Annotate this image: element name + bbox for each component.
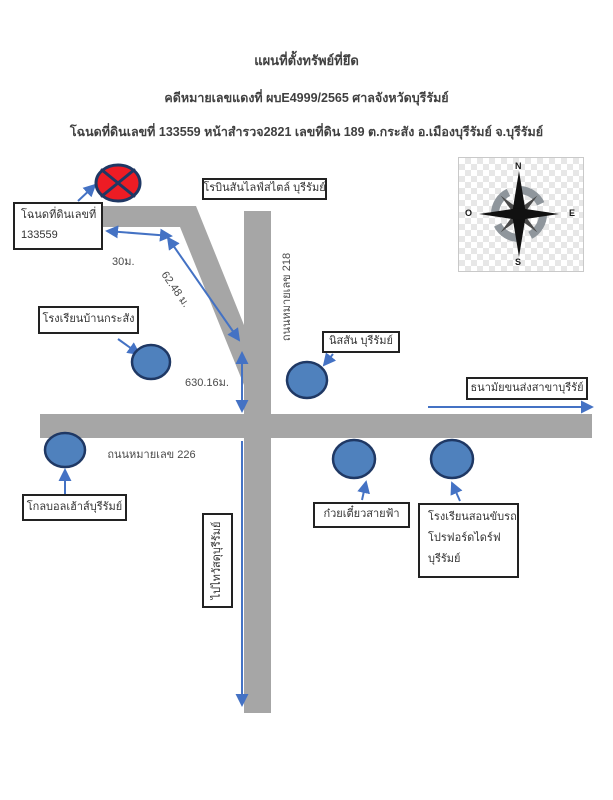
deed-number-callout bbox=[13, 202, 103, 250]
compass-north-label: N bbox=[515, 161, 522, 171]
compass-main-points bbox=[479, 171, 559, 257]
road-route-218 bbox=[244, 211, 271, 713]
compass-graphic bbox=[459, 158, 583, 271]
deed-callout-line1: โฉนดที่ดินเลขที่ bbox=[21, 209, 97, 221]
label-noodle-shop: ก๋วยเตี๋ยวสายฟ้า bbox=[313, 502, 410, 528]
arrow-to-driving-school bbox=[452, 483, 460, 501]
poi-circle-noodle-shop bbox=[333, 440, 375, 478]
road-route-226 bbox=[40, 414, 592, 438]
arrow-to-noodle-shop bbox=[362, 482, 366, 500]
compass-west-label: O bbox=[465, 208, 473, 218]
road-name-226: ถนนหมายเลข 226 bbox=[107, 449, 196, 461]
poi-circle-driving-school bbox=[431, 440, 473, 478]
driving-school-line3: บุรีรัมย์ bbox=[428, 553, 461, 566]
label-global-house: โกลบอลเฮ้าส์บุรีรัมย์ bbox=[22, 494, 127, 521]
arrow-to-nissan bbox=[324, 354, 333, 365]
arrow-to-seized-marker bbox=[78, 185, 95, 201]
road-name-218: ถนนหมายเลข 218 bbox=[281, 252, 293, 342]
driving-school-line1: โรงเรียนสอนขับรถ bbox=[428, 511, 517, 523]
deed-callout-line2: 133559 bbox=[21, 229, 58, 242]
distance-label-630m: 630.16ม. bbox=[185, 377, 229, 389]
label-nissan-buriram: นิสสัน บุรีรัมย์ bbox=[322, 331, 400, 353]
distance-label-30m: 30ม. bbox=[112, 256, 135, 268]
driving-school-line2: โปรฟอร์ดไดร์ฟ bbox=[428, 532, 501, 545]
compass-east-label: E bbox=[569, 208, 576, 218]
label-to-thai-watsadu: ไปไทวัสดุบุรีรัมย์ bbox=[202, 513, 233, 608]
case-number-line: คดีหมายเลขแดงที่ ผบE4999/2565 ศาลจังหวัดบุรีรัมย์ bbox=[164, 91, 449, 105]
label-robinson-lifestyle: โรบินสันไลฟ์สไตล์ บุรีรัมย์ bbox=[202, 178, 327, 200]
seized-property-marker bbox=[96, 165, 140, 201]
poi-circle-krasang-school bbox=[132, 345, 170, 379]
poi-circle-global-house bbox=[45, 433, 85, 467]
page-title: แผนที่ตั้งทรัพย์ที่ยึด bbox=[254, 53, 359, 68]
label-driving-school bbox=[418, 503, 519, 578]
deed-info-line: โฉนดที่ดินเลขที่ 133559 หน้าสำรวจ2821 เลขที่ดิน 189 ต.กระสัง อ.เมืองบุรีรัมย์ จ.บุรีรัมย์ bbox=[69, 125, 544, 139]
label-ban-krasang-school: โรงเรียนบ้านกระสัง bbox=[38, 306, 139, 334]
label-thanamai-transport: ธนามัยขนส่งสาขาบุรีรัย์ bbox=[466, 377, 588, 400]
compass-south-label: S bbox=[515, 257, 522, 267]
compass-rose bbox=[458, 157, 584, 272]
distance-label-62m: 62.48 ม. bbox=[158, 269, 192, 310]
poi-circle-nissan bbox=[287, 362, 327, 398]
distance-arrow-30m bbox=[107, 231, 171, 236]
